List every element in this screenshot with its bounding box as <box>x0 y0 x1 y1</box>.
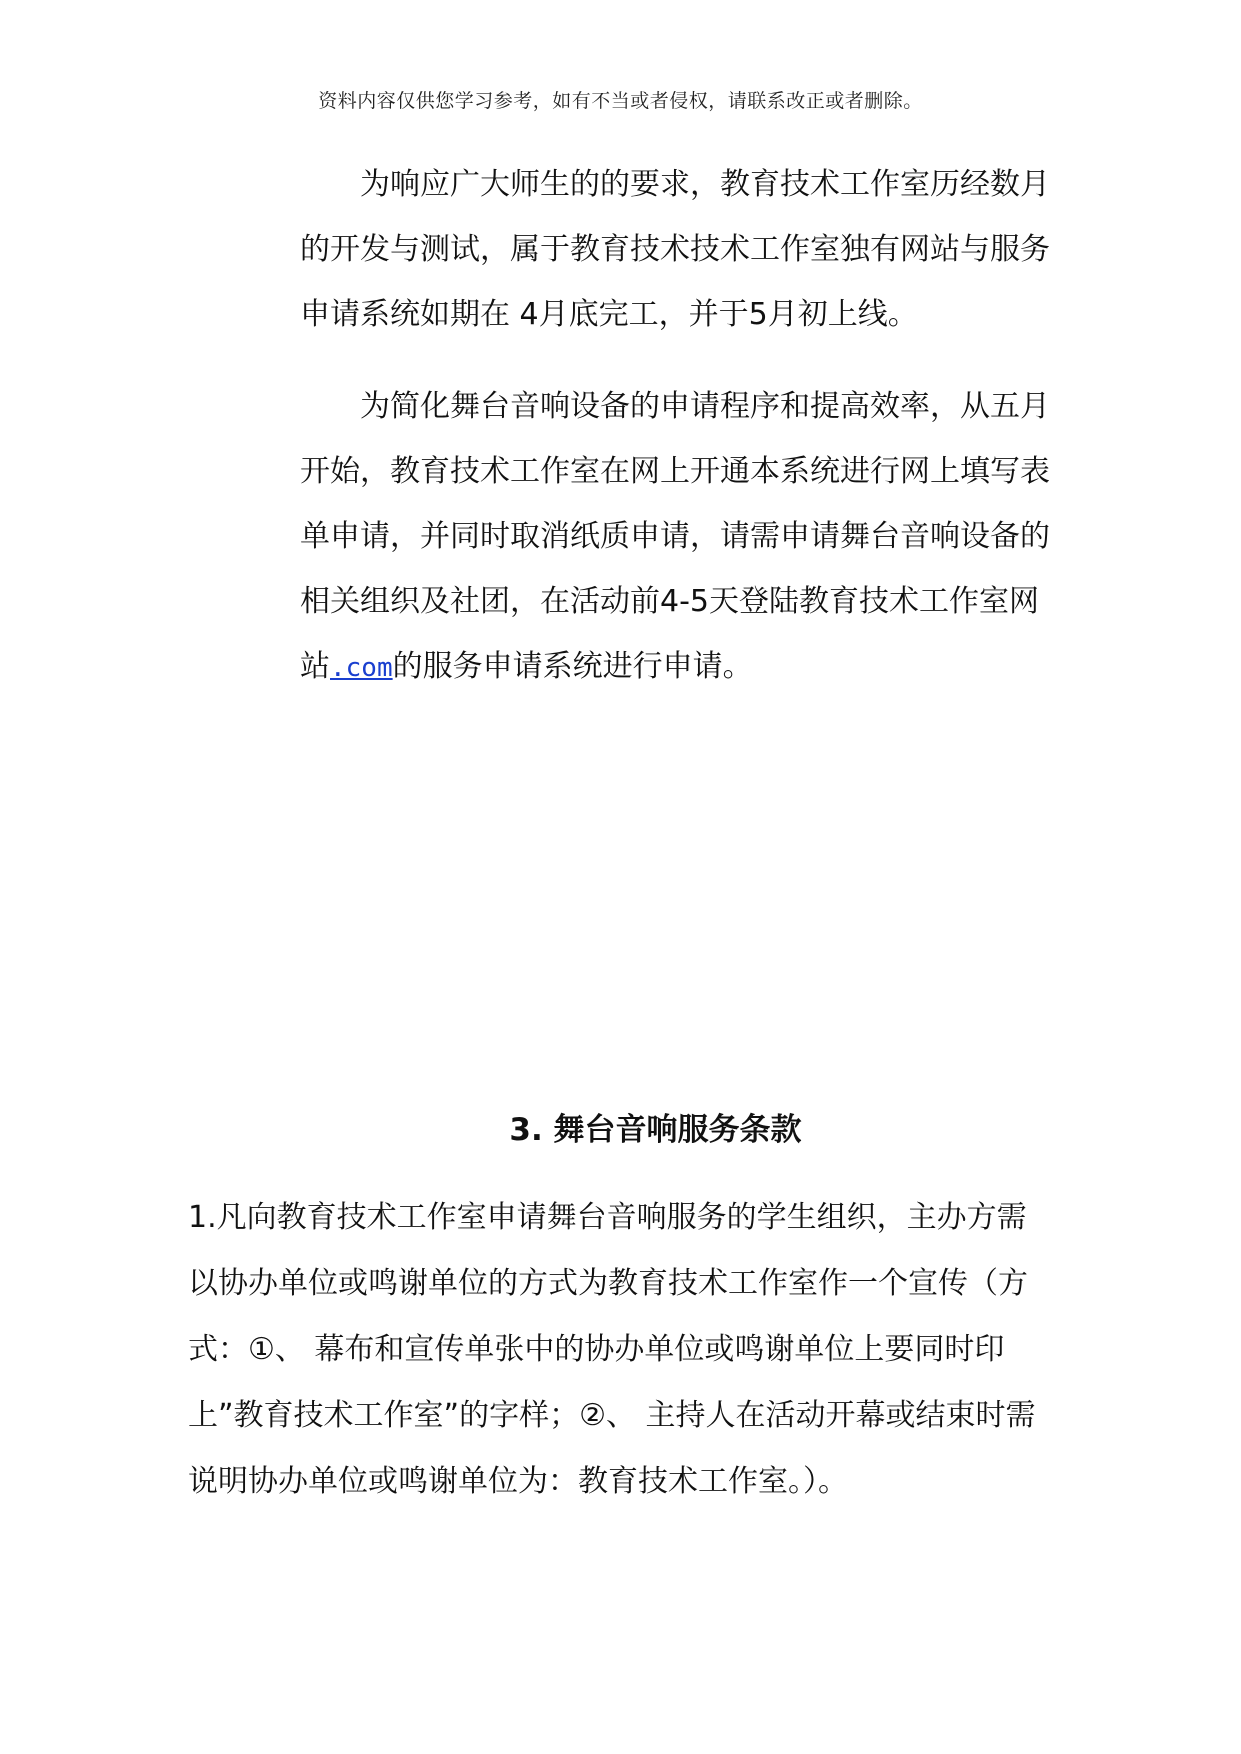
website-link[interactable]: .com <box>330 653 393 683</box>
application-text-before-link: 为简化舞台音响设备的申请程序和提高效率，从五月开始，教育技术工作室在网上开通本系统进行网上填写表单申请，并同时取消纸质申请，请需申请舞台音响设备的相关组织及社团，在活动前4-5天登陆教育技术工作室网站 <box>300 389 1050 684</box>
section-heading: 3. 舞台音响服务条款 <box>509 1112 802 1148</box>
watermark-notice: 资料内容仅供您学习参考，如有不当或者侵权，请联系改正或者删除。 <box>318 90 923 112</box>
application-paragraph-text <box>300 374 1060 701</box>
application-text-after-link: 的服务申请系统进行申请。 <box>392 649 753 684</box>
clause-1-text: 1.凡向教育技术工作室申请舞台音响服务的学生组织，主办方需以协办单位或鸣谢单位的方式为教育技术工作室作一个宣传（方式：①、 幕布和宣传单张中的协办单位或鸣谢单位上要同时印上”教育技术工作室”的字样；②、 主持人在活动开幕或结束时需说明协办单位或鸣谢单位为：教育技术工作室。）。 <box>188 1200 1036 1499</box>
intro-paragraph-text: 为响应广大师生的的要求，教育技术工作室历经数月的开发与测试，属于教育技术技术工作室独有网站与服务申请系统如期在 4月底完工，并于5月初上线。 <box>300 167 1050 332</box>
application-paragraph <box>300 374 1060 701</box>
intro-paragraph <box>300 152 1060 347</box>
